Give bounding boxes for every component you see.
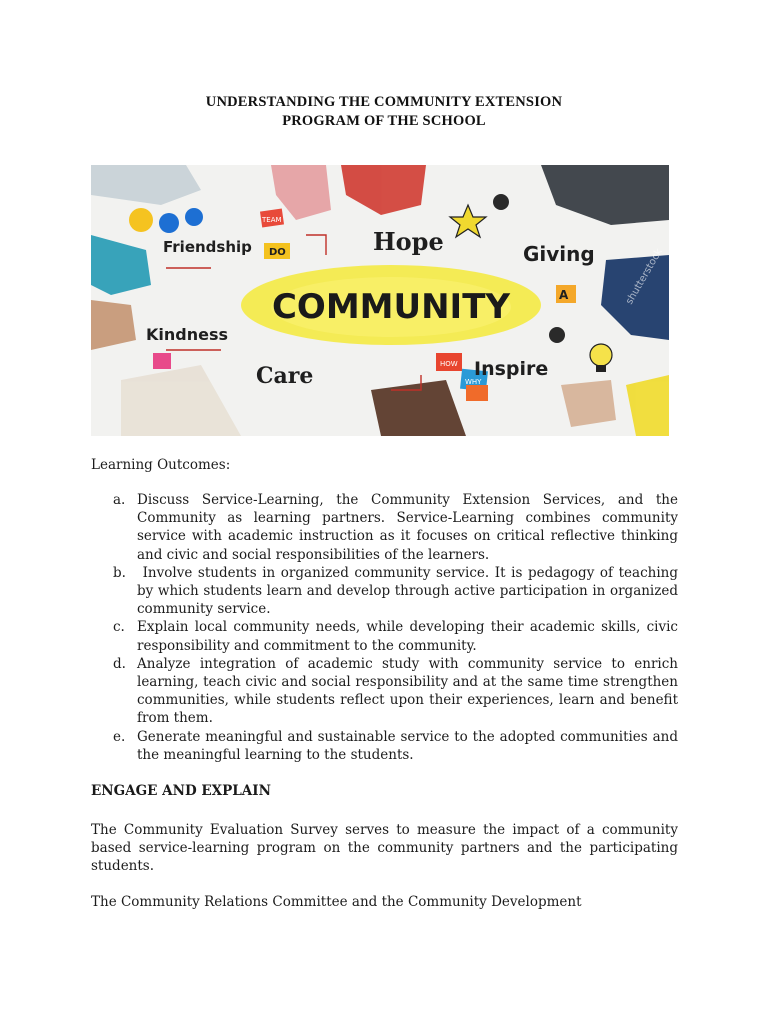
list-item — [91, 728, 678, 764]
banner-word-why: WHY — [465, 378, 482, 386]
list-marker: c. — [113, 619, 125, 636]
list-item — [91, 491, 678, 564]
banner-word-inspire: Inspire — [474, 358, 549, 380]
document-title-line-2: PROGRAM OF THE SCHOOL — [282, 113, 486, 129]
list-item-text: Explain local community needs, while developing their academic skills, civic responsibility and commitment to the community. — [137, 619, 678, 654]
banner-word-friendship: Friendship — [163, 238, 252, 256]
document-title-line-1: UNDERSTANDING THE COMMUNITY EXTENSION — [205, 94, 563, 110]
banner-word-hope: Hope — [373, 227, 444, 256]
section-heading-engage-explain: ENGAGE AND EXPLAIN — [91, 783, 271, 799]
banner-word-do: DO — [269, 247, 286, 258]
list-item-text: Analyze integration of academic study with community service to enrich learning, teach civic and social responsibility and at the same time strengthen communities, while students reflect upon their experiences, learn and benefit from them. — [137, 655, 678, 727]
list-item — [91, 564, 683, 619]
list-item-text: Involve students in organized community service. It is pedagogy of teaching by which students learn and develop through active participation in organized community service. — [137, 564, 683, 618]
list-item-text: Discuss Service-Learning, the Community Extension Services, and the Community as learning partners. Service-Learning combines community service with academic instruction as it focuses on critical reflective thinking and civic and social responsibilities of the learners. — [137, 492, 678, 563]
banner-word-a: A — [559, 288, 569, 302]
banner-word-giving: Giving — [523, 242, 595, 266]
banner-word-kindness: Kindness — [146, 325, 229, 344]
banner-word-care: Care — [256, 363, 314, 389]
list-marker: b. — [113, 564, 126, 581]
list-item-text: Generate meaningful and sustainable service to the adopted communities and the meaningful learning to the students. — [137, 728, 678, 763]
list-marker: d. — [113, 655, 126, 672]
banner-word-community: COMMUNITY — [271, 287, 511, 327]
paragraph-community-evaluation: The Community Evaluation Survey serves to measure the impact of a community based service-learning program on the community partners and the participating students. — [91, 822, 678, 875]
list-marker: a. — [113, 492, 126, 508]
banner-watermark: shutterstock — [624, 246, 665, 307]
banner-word-team: TEAM — [262, 216, 282, 224]
paragraph-community-relations: The Community Relations Committee and the Community Development — [91, 894, 582, 910]
list-item — [91, 618, 678, 654]
banner-word-how: HOW — [440, 360, 458, 368]
community-banner-image — [91, 165, 669, 436]
learning-outcomes-label: Learning Outcomes: — [91, 457, 231, 473]
list-marker: e. — [113, 728, 126, 745]
learning-outcomes-list — [91, 491, 683, 764]
list-item — [91, 655, 678, 728]
